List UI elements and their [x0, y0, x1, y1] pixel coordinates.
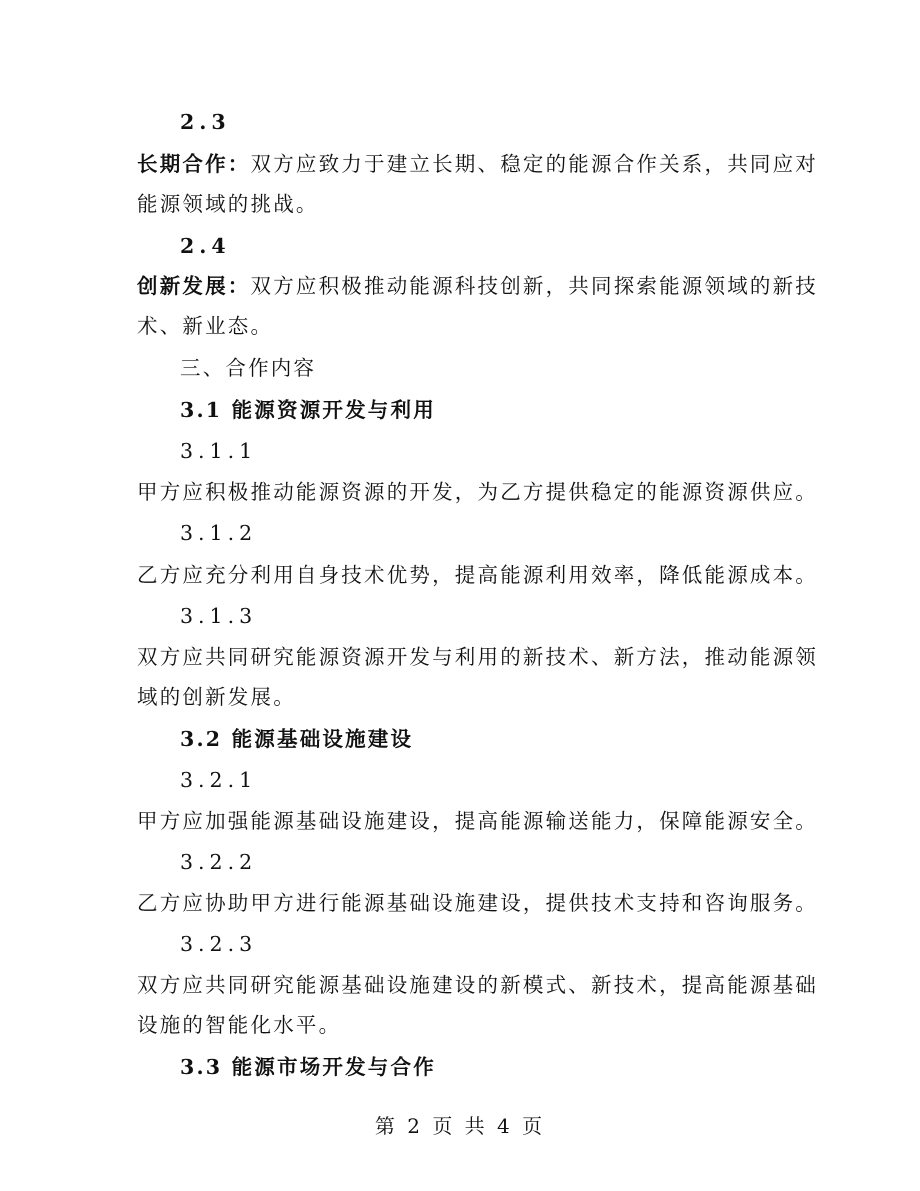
item-text-3-2-3: 双方应共同研究能源基础设施建设的新模式、新技术，提高能源基础 — [137, 973, 818, 997]
section-heading-3-1: 3.1 能源资源开发与利用 — [180, 398, 436, 422]
section-heading-3-2: 3.2 能源基础设施建设 — [180, 727, 414, 751]
paragraph-2-4-cont: 术、新业态。 — [137, 314, 274, 338]
page-footer: 第 2 页 共 4 页 — [374, 1114, 546, 1138]
chapter-heading: 三、合作内容 — [180, 356, 317, 380]
item-number-3-2-2: 3.2.2 — [180, 850, 258, 874]
section-number-2-4: 2.4 — [180, 234, 231, 258]
item-text-3-1-2: 乙方应充分利用自身技术优势，提高能源利用效率，降低能源成本。 — [137, 563, 818, 587]
item-text-3-1-1: 甲方应积极推动能源资源的开发，为乙方提供稳定的能源资源供应。 — [137, 480, 818, 504]
section-number-2-3: 2.3 — [180, 110, 231, 134]
paragraph-text: 双方应致力于建立长期、稳定的能源合作关系，共同应对 — [250, 152, 818, 176]
item-number-3-2-1: 3.2.1 — [180, 768, 258, 792]
item-number-3-1-1: 3.1.1 — [180, 439, 258, 463]
paragraph-2-3 — [137, 150, 818, 178]
paragraph-2-4 — [137, 272, 818, 300]
item-text-3-1-3: 双方应共同研究能源资源开发与利用的新技术、新方法，推动能源领 — [137, 645, 818, 669]
paragraph-lead: 长期合作： — [137, 152, 251, 176]
item-number-3-1-3: 3.1.3 — [180, 604, 258, 628]
item-text-3-2-2: 乙方应协助甲方进行能源基础设施建设，提供技术支持和咨询服务。 — [137, 891, 818, 915]
paragraph-2-3-cont: 能源领域的挑战。 — [137, 192, 319, 216]
section-heading-3-3: 3.3 能源市场开发与合作 — [180, 1055, 436, 1079]
item-text-3-1-3-cont: 域的创新发展。 — [137, 685, 296, 709]
paragraph-lead: 创新发展： — [137, 274, 251, 298]
paragraph-text: 双方应积极推动能源科技创新，共同探索能源领域的新技 — [250, 274, 818, 298]
item-number-3-1-2: 3.1.2 — [180, 521, 258, 545]
item-number-3-2-3: 3.2.3 — [180, 932, 258, 956]
item-text-3-2-1: 甲方应加强能源基础设施建设，提高能源输送能力，保障能源安全。 — [137, 809, 818, 833]
item-text-3-2-3-cont: 设施的智能化水平。 — [137, 1013, 342, 1037]
